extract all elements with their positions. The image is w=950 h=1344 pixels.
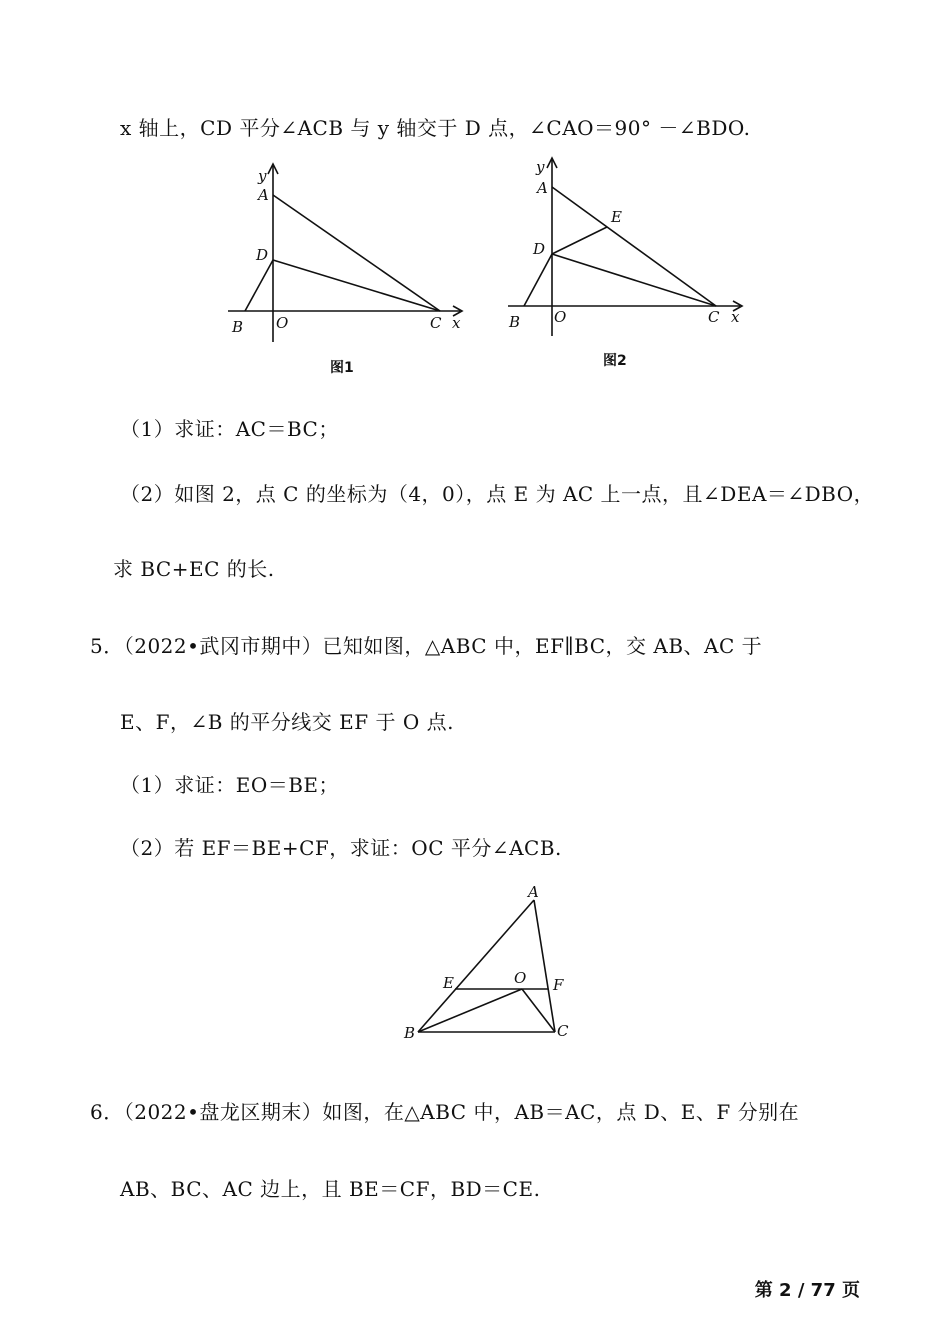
label-o: O [554, 308, 567, 326]
label-x: x [452, 314, 461, 332]
figure-2 [500, 150, 760, 375]
question-1: （1）求证：AC＝BC； [120, 417, 339, 441]
problem-5-question-2: （2）若 EF＝BE+CF，求证：OC 平分∠ACB. [120, 836, 562, 860]
label-f: F [553, 976, 564, 994]
page-number-footer: 第 2 / 77 页 [754, 1280, 860, 1301]
label-c: C [430, 314, 442, 332]
label-o: O [514, 969, 527, 987]
label-d: D [256, 246, 269, 264]
question-2-cont: 求 BC+EC 的长. [113, 557, 275, 581]
segment-ac [552, 187, 716, 306]
figure-2-caption: 图2 [603, 353, 627, 369]
segment-db [245, 260, 273, 311]
label-a: A [537, 179, 548, 197]
label-a: A [258, 186, 269, 204]
label-y: y [258, 167, 267, 185]
label-o: O [276, 314, 289, 332]
segment-ac [273, 195, 440, 311]
figure-3 [400, 880, 580, 1045]
label-b: B [404, 1024, 416, 1042]
label-e: E [443, 974, 454, 992]
problem-5-line-1: 5．（2022•武冈市期中）已知如图，△ABC 中，EF∥BC，交 AB、AC 于 [90, 634, 763, 658]
segment-ab [418, 900, 534, 1032]
label-y: y [536, 158, 545, 176]
segment-bo [418, 989, 522, 1032]
segment-db [524, 254, 552, 306]
segment-dc [552, 254, 716, 306]
label-a: A [528, 883, 539, 901]
label-b: B [232, 318, 244, 336]
problem-5-question-1: （1）求证：EO＝BE； [120, 773, 340, 797]
label-x: x [731, 308, 740, 326]
problem-5-line-2: E、F，∠B 的平分线交 EF 于 O 点. [120, 710, 454, 734]
text-line-1: x 轴上，CD 平分∠ACB 与 y 轴交于 D 点，∠CAO＝90° －∠BDO. [120, 116, 751, 140]
segment-oc [522, 989, 555, 1032]
label-e: E [611, 208, 622, 226]
label-c: C [708, 308, 720, 326]
figure-1 [220, 160, 480, 385]
figure-3-lines [418, 900, 555, 1032]
segment-ac [534, 900, 555, 1032]
label-b: B [509, 313, 521, 331]
segment-dc [273, 260, 440, 311]
label-c: C [557, 1022, 569, 1040]
segment-de [552, 227, 607, 254]
problem-6-line-1: 6．（2022•盘龙区期末）如图，在△ABC 中，AB＝AC，点 D、E、F 分别在 [90, 1100, 800, 1124]
figure-1-caption: 图1 [330, 360, 354, 376]
problem-6-line-2: AB、BC、AC 边上，且 BE＝CF，BD＝CE. [120, 1177, 541, 1201]
label-d: D [533, 240, 546, 258]
question-2: （2）如图 2，点 C 的坐标为（4，0），点 E 为 AC 上一点，且∠DEA＝∠DBO， [120, 482, 875, 506]
